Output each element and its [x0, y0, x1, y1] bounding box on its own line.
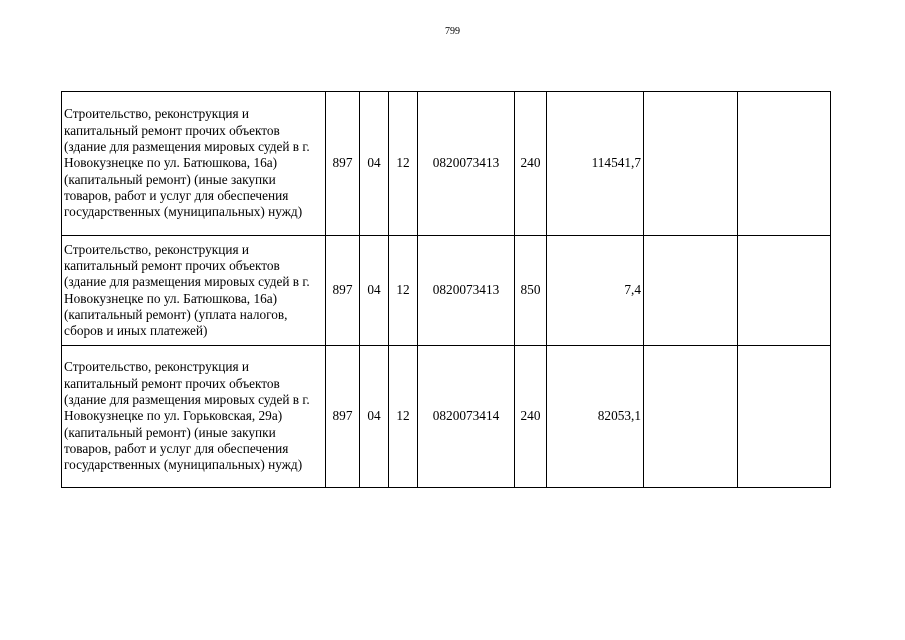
empty-cell [644, 92, 738, 236]
budget-table [61, 91, 831, 488]
subsection-cell: 12 [389, 346, 418, 488]
section-cell: 04 [360, 92, 389, 236]
table-row [62, 346, 831, 488]
subsection-cell: 12 [389, 92, 418, 236]
empty-cell [644, 236, 738, 346]
ministry-code-cell: 897 [326, 92, 360, 236]
ministry-code-cell: 897 [326, 236, 360, 346]
table-row [62, 92, 831, 236]
expense-type-cell: 240 [515, 92, 547, 236]
empty-cell [738, 92, 831, 236]
table-row [62, 236, 831, 346]
empty-cell [738, 236, 831, 346]
section-cell: 04 [360, 346, 389, 488]
description-cell: Строительство, реконструкция и капитальный ремонт прочих объектов (здание для размещения мировых судей в г. Новокузнецке по ул. Батюшкова, 16а) (капитальный ремонт) (уплата налогов, сборов и иных платежей) [62, 236, 326, 346]
page-number: 799 [445, 26, 460, 37]
amount-cell: 114541,7 [547, 92, 644, 236]
target-article-cell: 0820073413 [418, 236, 515, 346]
section-cell: 04 [360, 236, 389, 346]
target-article-cell: 0820073413 [418, 92, 515, 236]
expense-type-cell: 850 [515, 236, 547, 346]
description-cell: Строительство, реконструкция и капитальный ремонт прочих объектов (здание для размещения мировых судей в г. Новокузнецке по ул. Батюшкова, 16а) (капитальный ремонт) (иные закупки товаров, работ и услуг для обеспечения государственных (муниципальных) нужд) [62, 92, 326, 236]
amount-cell: 82053,1 [547, 346, 644, 488]
ministry-code-cell: 897 [326, 346, 360, 488]
empty-cell [738, 346, 831, 488]
empty-cell [644, 346, 738, 488]
description-cell: Строительство, реконструкция и капитальный ремонт прочих объектов (здание для размещения мировых судей в г. Новокузнецке по ул. Горьковская, 29а) (капитальный ремонт) (иные закупки товаров, работ и услуг для обеспечения государственных (муниципальных) нужд) [62, 346, 326, 488]
amount-cell: 7,4 [547, 236, 644, 346]
target-article-cell: 0820073414 [418, 346, 515, 488]
subsection-cell: 12 [389, 236, 418, 346]
expense-type-cell: 240 [515, 346, 547, 488]
